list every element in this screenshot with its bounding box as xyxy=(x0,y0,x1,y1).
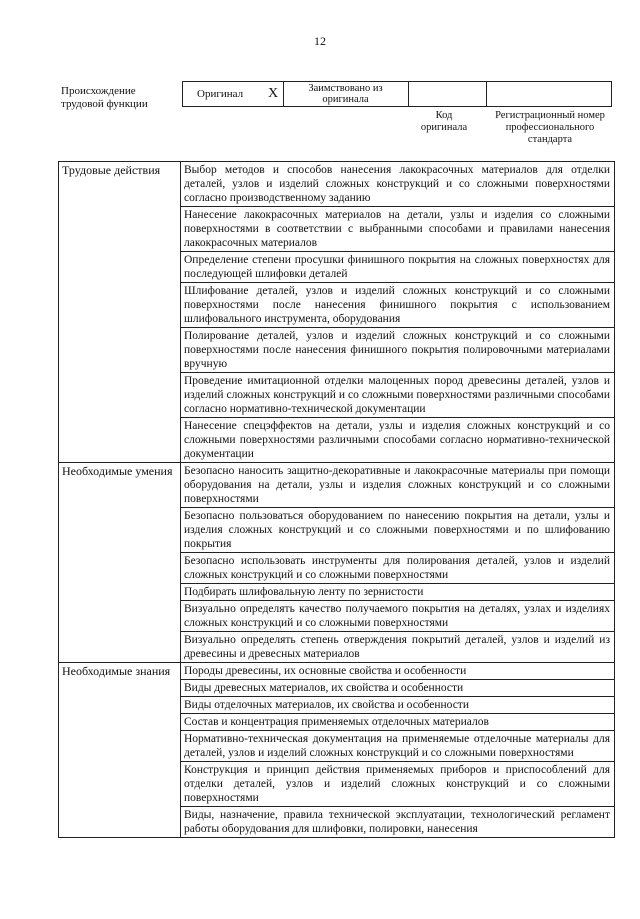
skill-item: Визуально определять степень отверждения покрытий деталей, узлов и изделий из древесины и древесных материалов xyxy=(181,632,615,663)
origin-table xyxy=(182,81,612,107)
knowledge-item: Виды древесных материалов, их свойства и особенности xyxy=(181,680,615,697)
section-required-skills xyxy=(59,463,615,663)
origin-divider-1 xyxy=(283,82,284,106)
page-bottom-margin xyxy=(0,848,640,919)
code-caption: Код оригинала xyxy=(420,110,468,133)
section-title-labor-actions: Трудовые действия xyxy=(59,162,181,463)
knowledge-item: Виды, назначение, правила технической эксплуатации, технологический регламент работы оборудования для шлифовки, полировки, нанесения xyxy=(181,807,615,838)
section-required-knowledge xyxy=(59,663,615,838)
labor-action-item: Шлифование деталей, узлов и изделий сложных конструкций и со сложными поверхностями после нанесения финишного покрытия с использованием шлифовального инструмента, оборудования xyxy=(181,283,615,328)
section-labor-actions xyxy=(59,162,615,463)
origin-label: Происхождение трудовой функции xyxy=(61,85,148,110)
labor-action-item: Выбор методов и способов нанесения лакокрасочных материалов для отделки деталей, узлов и изделий сложных конструкций и со сложными поверхностями согласно производственному заданию xyxy=(181,162,615,207)
labor-action-item: Проведение имитационной отделки малоценных пород древесины деталей, узлов и изделий сложных конструкций и со сложными поверхностями различными способами согласно нормативно-технической документации xyxy=(181,373,615,418)
borrowed-label: Заимствовано из оригинала xyxy=(308,83,383,105)
reg-number-caption: Регистрационный номер профессионального стандарта xyxy=(495,110,605,145)
code-cell xyxy=(409,82,485,106)
skill-item: Безопасно наносить защитно-декоративные и лакокрасочные материалы при помощи оборудования на детали, узлы и изделия сложных конструкций и со сложными поверхностями xyxy=(181,463,615,508)
labor-function-table xyxy=(58,161,615,838)
skill-item: Безопасно использовать инструменты для полирования деталей, узлов и изделий сложных конструкций и со сложными поверхностями xyxy=(181,553,615,584)
labor-action-item: Определение степени просушки финишного покрытия на сложных поверхностях для последующей шлифовки деталей xyxy=(181,252,615,283)
knowledge-item: Конструкция и принцип действия применяемых приборов и приспособлений для отделки деталей, узлов и изделий сложных конструкций и со сложными поверхностями xyxy=(181,762,615,807)
skill-item: Визуально определять качество получаемого покрытия на деталях, узлах и изделиях сложных конструкций и со сложными поверхностями xyxy=(181,601,615,632)
section-title-required-knowledge: Необходимые знания xyxy=(59,663,181,838)
original-mark: X xyxy=(267,86,279,101)
skill-item: Безопасно пользоваться оборудованием по нанесению покрытия на детали, узлы и изделия сложных конструкций и со сложными поверхностями и по шлифованию покрытия xyxy=(181,508,615,553)
labor-action-item: Нанесение лакокрасочных материалов на детали, узлы и изделия со сложными поверхностями в соответствии с выбранными способами и правилами нанесения лакокрасочных материалов xyxy=(181,207,615,252)
section-title-required-skills: Необходимые умения xyxy=(59,463,181,663)
knowledge-item: Нормативно-техническая документация на применяемые отделочные материалы для деталей, узлов и изделий сложных конструкций и со сложными поверхностями xyxy=(181,731,615,762)
labor-action-item: Полирование деталей, узлов и изделий сложных конструкций и со сложными поверхностями после нанесения финишного покрытия полировочными материалами вручную xyxy=(181,328,615,373)
page-number: 12 xyxy=(314,34,326,48)
labor-action-item: Нанесение спецэффектов на детали, узлы и изделия сложных конструкций и со сложными поверхностями различными способами согласно нормативно-технической документации xyxy=(181,418,615,463)
knowledge-item: Виды отделочных материалов, их свойства и особенности xyxy=(181,697,615,714)
knowledge-item: Породы древесины, их основные свойства и особенности xyxy=(181,663,615,680)
knowledge-item: Состав и концентрация применяемых отделочных материалов xyxy=(181,714,615,731)
reg-number-cell xyxy=(487,82,611,106)
original-label: Оригинал xyxy=(197,88,244,100)
skill-item: Подбирать шлифовальную ленту по зернистости xyxy=(181,584,615,601)
